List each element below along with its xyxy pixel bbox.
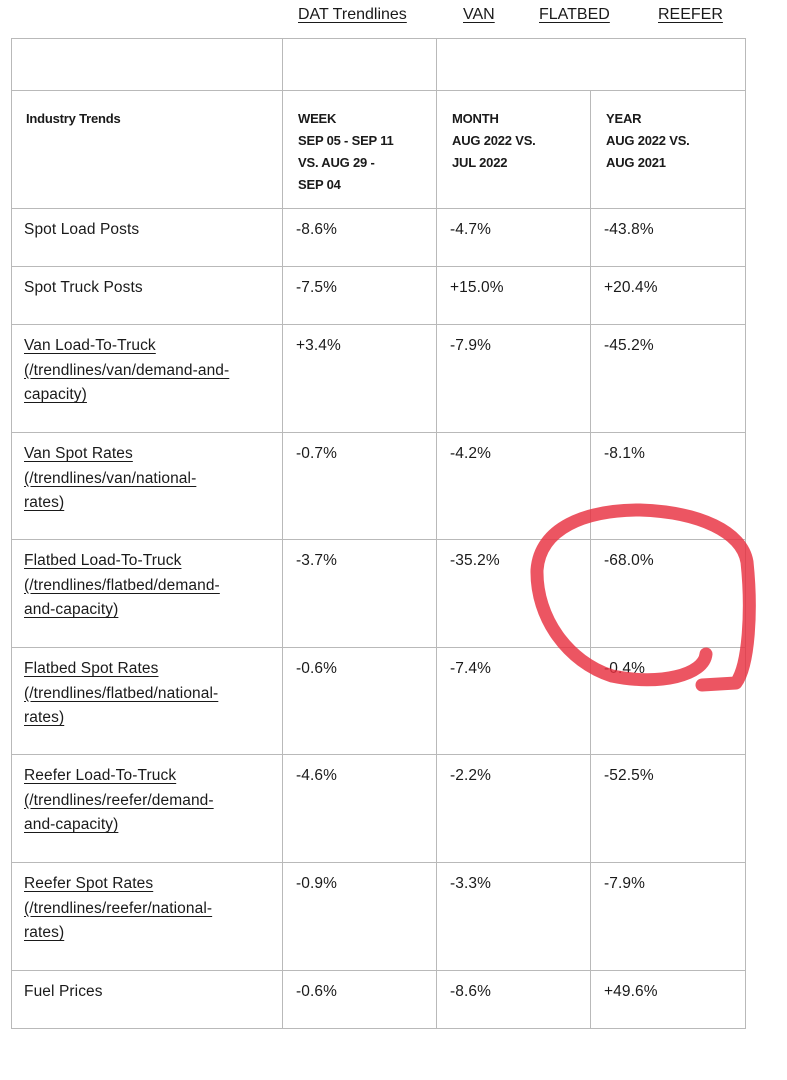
row-link-text[interactable]: (/trendlines/reefer/demand- <box>24 791 214 809</box>
row-label-van-load-to-truck[interactable] <box>24 334 274 408</box>
month-change-value: -7.4% <box>450 660 491 677</box>
row-label-text: Spot Load Posts <box>24 221 140 238</box>
year-change-value: -8.1% <box>604 445 645 462</box>
row-label-flatbed-spot-rates[interactable] <box>24 657 274 731</box>
row-label-text: Spot Truck Posts <box>24 279 143 296</box>
table-border-left <box>11 38 12 1029</box>
row-link-text[interactable]: Van Spot Rates <box>24 445 133 462</box>
header-year-line: AUG 2022 VS. <box>606 133 690 148</box>
year-change-value: -68.0% <box>604 552 654 569</box>
month-change-value: -7.9% <box>450 337 491 354</box>
row-divider <box>11 647 746 648</box>
row-link-text[interactable]: Reefer Load-To-Truck <box>24 767 177 784</box>
row-link-text[interactable]: and-capacity) <box>24 601 119 618</box>
week-change-value: -4.6% <box>296 767 337 784</box>
year-change-value: +20.4% <box>604 279 658 296</box>
row-label-flatbed-load-to-truck[interactable] <box>24 549 274 623</box>
row-link-text[interactable]: (/trendlines/flatbed/demand- <box>24 576 220 594</box>
header-week-line: VS. AUG 29 - <box>298 155 375 170</box>
top-navigation <box>0 0 787 38</box>
month-change-value: -4.7% <box>450 221 491 238</box>
row-link-text[interactable]: rates) <box>24 494 65 511</box>
row-label-spot-load-posts <box>24 218 274 243</box>
month-change-value: -2.2% <box>450 767 491 784</box>
row-link-text[interactable]: capacity) <box>24 386 87 403</box>
header-week-line: WEEK <box>298 111 337 126</box>
header-year-line: YEAR <box>606 111 642 126</box>
header-month <box>452 108 536 174</box>
header-month-line: MONTH <box>452 111 499 126</box>
row-label-van-spot-rates[interactable] <box>24 442 274 516</box>
nav-link-dat-trendlines[interactable]: DAT Trendlines <box>298 6 407 23</box>
row-divider <box>11 539 746 540</box>
header-week <box>298 108 394 196</box>
week-change-value: -8.6% <box>296 221 337 238</box>
row-link-text[interactable]: and-capacity) <box>24 816 119 833</box>
row-link-text[interactable]: Reefer Spot Rates <box>24 875 154 892</box>
year-change-value: -0.4% <box>604 660 645 677</box>
row-link-text[interactable]: Flatbed Load-To-Truck <box>24 552 182 569</box>
year-change-value: -7.9% <box>604 875 645 892</box>
week-change-value: -7.5% <box>296 279 337 296</box>
column-divider <box>590 90 591 1029</box>
row-link-text[interactable]: (/trendlines/flatbed/national- <box>24 684 219 702</box>
nav-link-flatbed[interactable]: FLATBED <box>539 6 610 23</box>
month-change-value: -4.2% <box>450 445 491 462</box>
header-industry-trends: Industry Trends <box>26 111 121 126</box>
week-change-value: -0.6% <box>296 983 337 1000</box>
table-border-right <box>745 38 746 1029</box>
month-change-value: -35.2% <box>450 552 500 569</box>
week-change-value: -0.6% <box>296 660 337 677</box>
column-divider <box>282 38 283 1029</box>
header-week-line: SEP 05 - SEP 11 <box>298 133 394 148</box>
week-change-value: -0.9% <box>296 875 337 892</box>
header-week-line: SEP 04 <box>298 177 341 192</box>
month-change-value: +15.0% <box>450 279 504 296</box>
industry-trends-table <box>11 38 746 1029</box>
row-divider <box>11 266 746 267</box>
row-link-text[interactable]: (/trendlines/van/demand-and- <box>24 361 230 379</box>
week-change-value: +3.4% <box>296 337 341 354</box>
week-change-value: -0.7% <box>296 445 337 462</box>
header-month-line: AUG 2022 VS. <box>452 133 536 148</box>
week-change-value: -3.7% <box>296 552 337 569</box>
year-change-value: -43.8% <box>604 221 654 238</box>
row-link-text[interactable]: Van Load-To-Truck <box>24 337 156 354</box>
row-divider <box>11 432 746 433</box>
header-month-line: JUL 2022 <box>452 155 508 170</box>
row-divider <box>11 862 746 863</box>
row-link-text[interactable]: rates) <box>24 709 65 726</box>
month-change-value: -3.3% <box>450 875 491 892</box>
row-link-text[interactable]: Flatbed Spot Rates <box>24 660 159 677</box>
header-year-line: AUG 2021 <box>606 155 666 170</box>
nav-link-reefer[interactable]: REEFER <box>658 6 723 23</box>
row-link-text[interactable]: (/trendlines/reefer/national- <box>24 899 213 917</box>
nav-link-van[interactable]: VAN <box>463 6 495 23</box>
year-change-value: -45.2% <box>604 337 654 354</box>
year-change-value: +49.6% <box>604 983 658 1000</box>
table-border-top <box>11 38 746 39</box>
column-divider <box>436 38 437 1029</box>
row-link-text[interactable]: rates) <box>24 924 65 941</box>
month-change-value: -8.6% <box>450 983 491 1000</box>
row-divider <box>11 754 746 755</box>
row-label-fuel-prices <box>24 980 274 1005</box>
row-label-text: Fuel Prices <box>24 983 103 1000</box>
row-label-reefer-spot-rates[interactable] <box>24 872 274 946</box>
row-label-spot-truck-posts <box>24 276 274 301</box>
year-change-value: -52.5% <box>604 767 654 784</box>
row-divider <box>11 970 746 971</box>
header-year <box>606 108 690 174</box>
row-divider <box>11 90 746 91</box>
table-border-bottom <box>11 1028 746 1029</box>
row-link-text[interactable]: (/trendlines/van/national- <box>24 469 197 487</box>
row-label-reefer-load-to-truck[interactable] <box>24 764 274 838</box>
row-divider <box>11 208 746 209</box>
row-divider <box>11 324 746 325</box>
